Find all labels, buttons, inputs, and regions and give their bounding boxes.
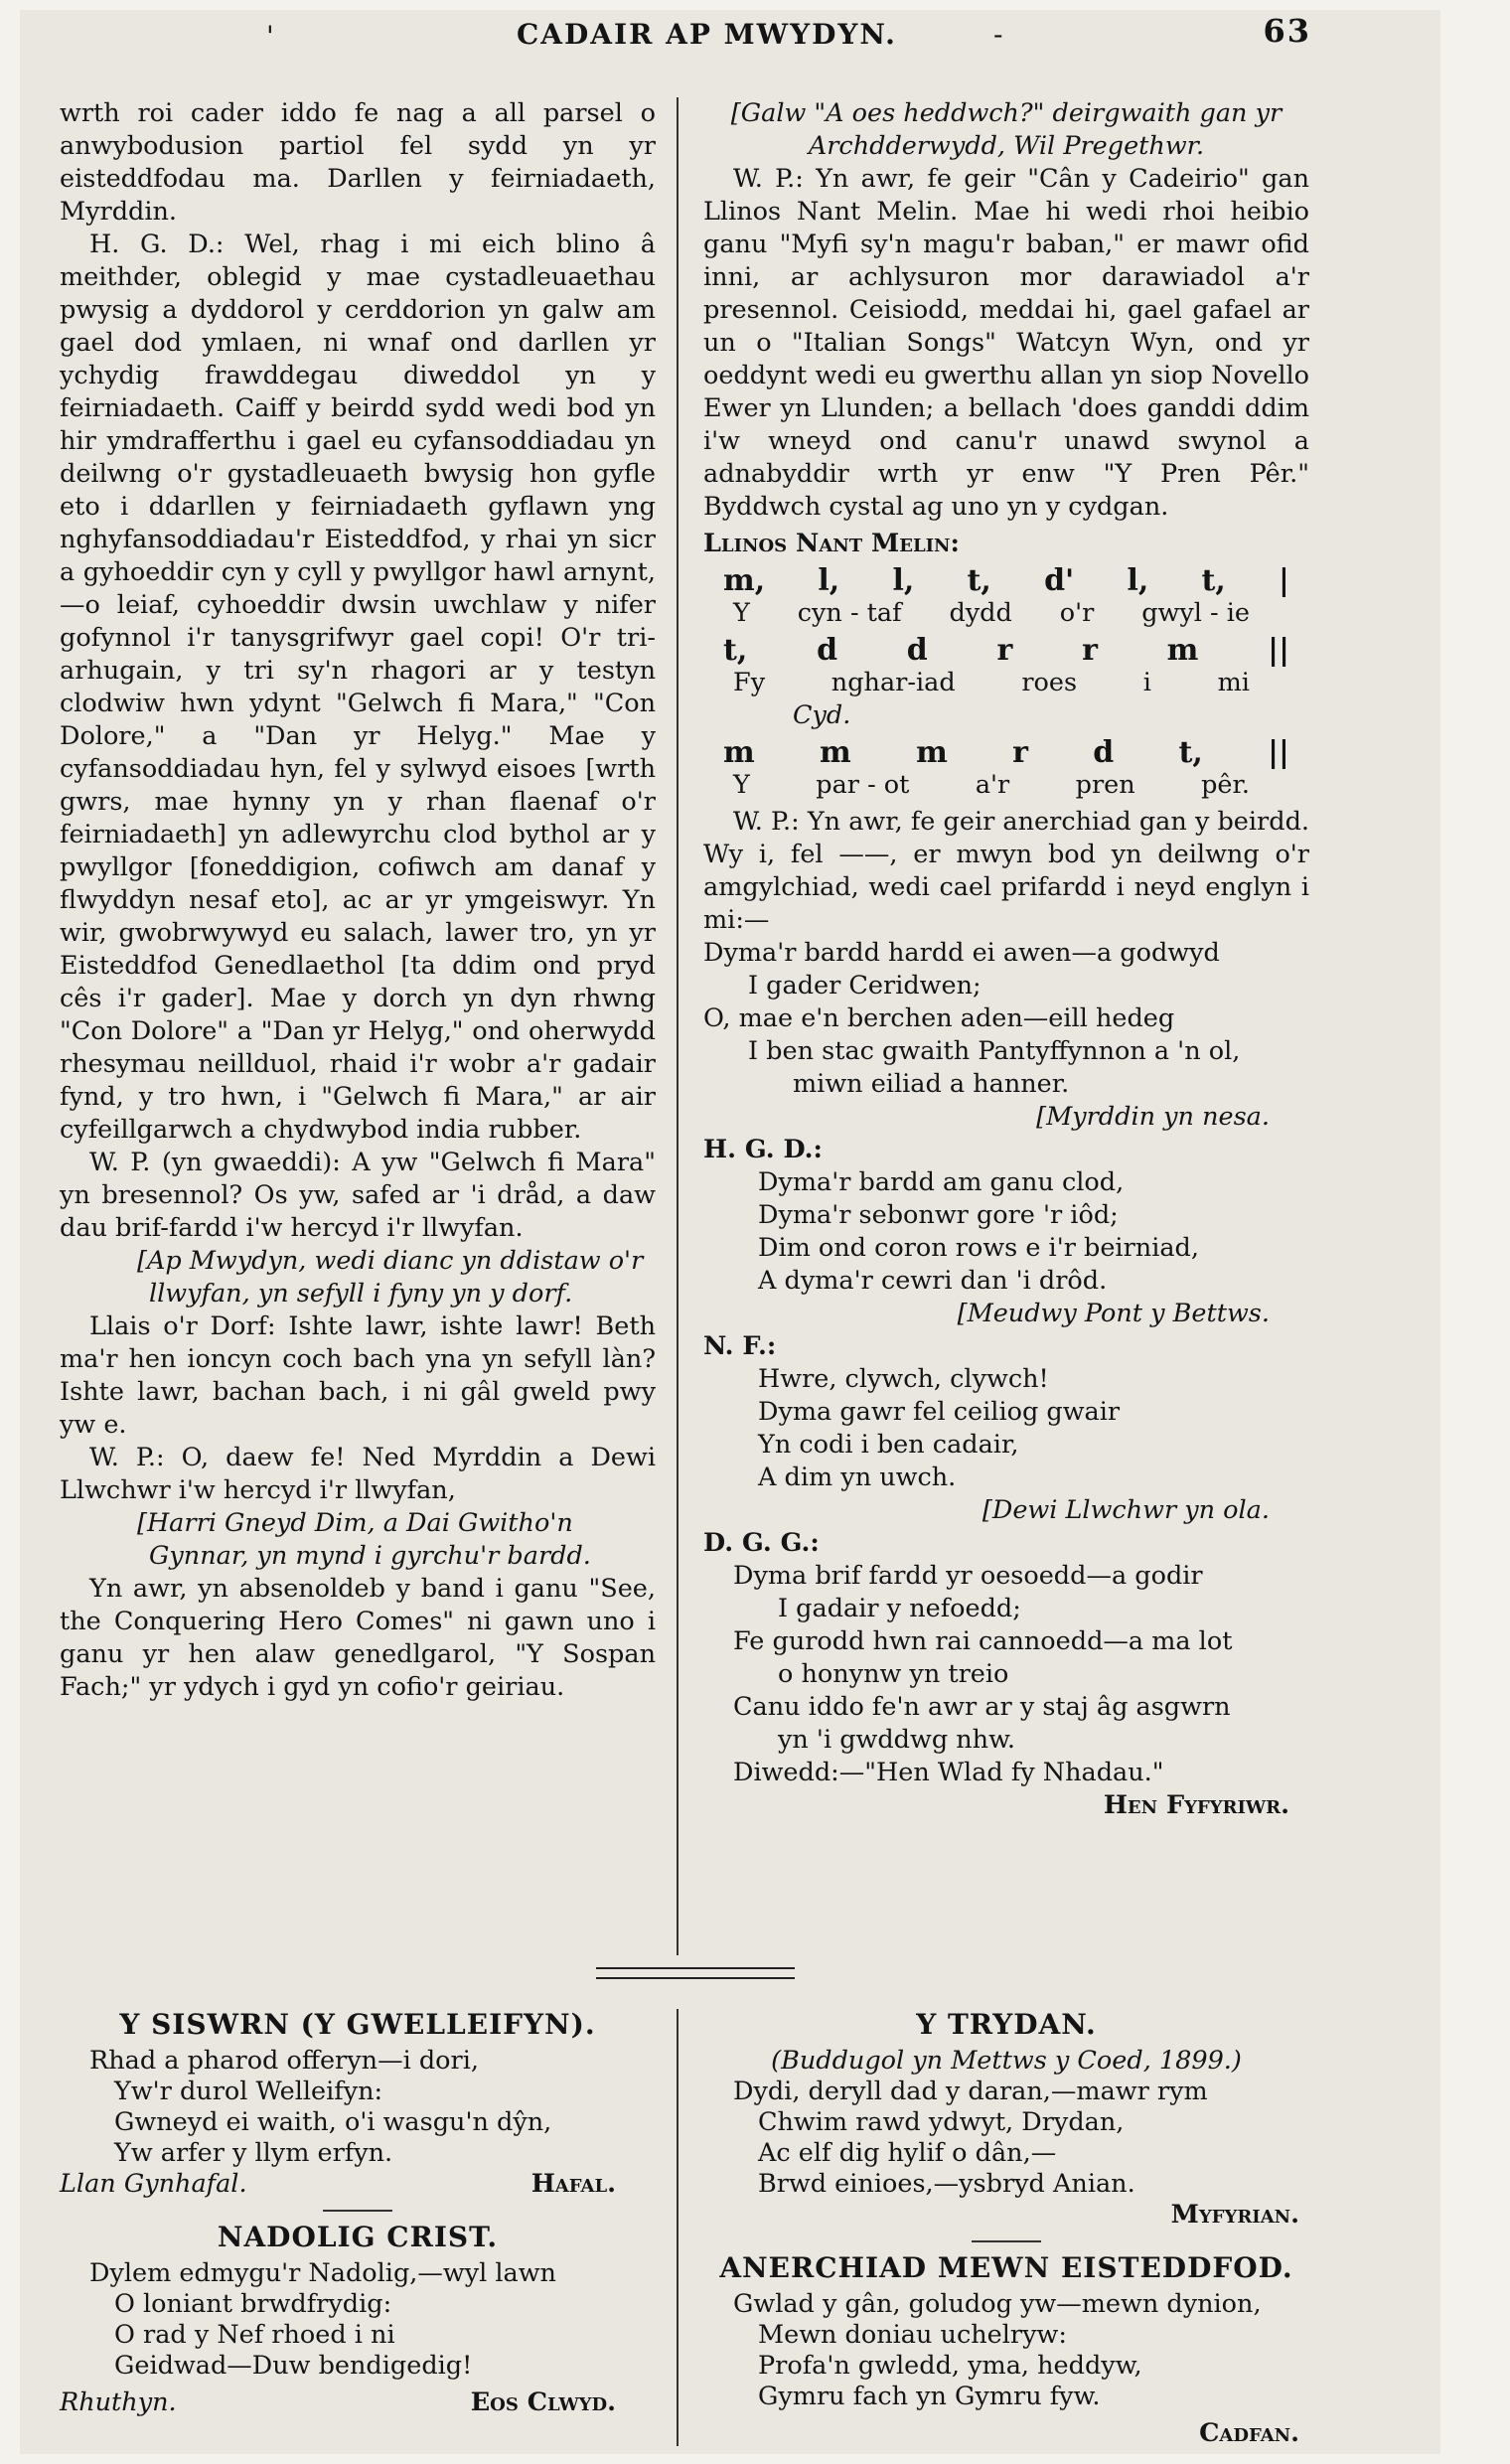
verse-line: Mewn doniau uchelryw: xyxy=(758,2320,1067,2350)
verse-line: Gwlad y gân, goludog yw—mewn dynion, xyxy=(733,2289,1262,2319)
solfa-note: | xyxy=(1279,563,1289,598)
poem-body xyxy=(703,2077,1309,2200)
solfa-note: d xyxy=(817,633,838,668)
lyric-syllable: o'r xyxy=(1059,598,1095,628)
closing-line: Diwedd:—"Hen Wlad fy Nhadau." xyxy=(733,1758,1164,1787)
verse-line: Dyma'r sebonwr gore 'r iôd; xyxy=(758,1200,1119,1230)
solfa-note: t, xyxy=(967,563,991,598)
paragraph: Yn awr, yn absenoldeb y band i ganu "See, the Conquering Hero Comes" ni gawn uno i ganu yr hen alaw genedlgarol, "Y Sospan Fach;" yr ydych i gyd yn cofio'r geiriau. xyxy=(60,1574,656,1702)
poem-title: Y SISWRN (Y GWELLEIFYN). xyxy=(119,2008,596,2041)
solfa-line xyxy=(703,564,1309,597)
section-divider xyxy=(596,1967,795,1979)
solfa-note: t, xyxy=(723,633,748,668)
lyric-syllable: gwyl - ie xyxy=(1141,598,1250,628)
page-number: 63 xyxy=(1263,12,1311,50)
verse-line: Gymru fach yn Gymru fyw. xyxy=(758,2382,1101,2411)
verse-line: Rhad a pharod offeryn—i dori, xyxy=(89,2046,479,2076)
paragraph: W. P. (yn gwaeddi): A yw "Gelwch fi Mara" yn bresennol? Os yw, safed ar 'i dråd, a daw dau brif-fardd i'w hercyd i'r llwyfan. xyxy=(60,1148,656,1243)
place-name: Llan Gynhafal. xyxy=(60,2169,247,2199)
verse-line: yn 'i gwddwg nhw. xyxy=(778,1725,1016,1755)
solfa-note: r xyxy=(996,633,1013,668)
solfa-note: r xyxy=(1082,633,1098,668)
lyric-syllable: nghar-iad xyxy=(830,668,956,697)
running-title: CADAIR AP MWYDYN. xyxy=(517,18,897,51)
solfa-note: m xyxy=(1166,633,1199,668)
verse xyxy=(703,1363,1309,1494)
verse-line: Dyma gawr fel ceiliog gwair xyxy=(758,1397,1121,1427)
verse-line: O, mae e'n berchen aden—eill hedeg xyxy=(703,1003,1175,1033)
separator xyxy=(972,2240,1041,2242)
singer-heading: Llinos Nant Melin: xyxy=(703,529,960,558)
solfa-note: t, xyxy=(1201,563,1226,598)
chorus-mark: Cyd. xyxy=(793,700,851,730)
bottom-left-poems xyxy=(60,2009,656,2418)
lyric-syllable: Y xyxy=(733,598,750,628)
solfa-note: t, xyxy=(1178,735,1203,770)
stage-direction: [Harri Gneyd Dim, a Dai Gwitho'n Gynnar, yn mynd i gyrchu'r bardd. xyxy=(137,1508,591,1571)
poem-attribution: [Myrddin yn nesa. xyxy=(1036,1102,1270,1132)
solfa-line xyxy=(703,634,1309,667)
lyric-syllable: Y xyxy=(733,770,750,800)
paragraph: W. P.: O, daew fe! Ned Myrddin a Dewi Llwchwr i'w hercyd i'r llwyfan, xyxy=(60,1443,656,1505)
author-name: Hafal. xyxy=(530,2169,616,2199)
poem-subtitle: (Buddugol yn Mettws y Coed, 1899.) xyxy=(771,2046,1242,2076)
lyric-syllable: pêr. xyxy=(1201,770,1250,800)
lyric-line xyxy=(703,667,1309,699)
author-name: Eos Clwyd. xyxy=(470,2387,616,2417)
poem-title: NADOLIG CRIST. xyxy=(217,2221,499,2253)
verse-line: A dyma'r cewri dan 'i drôd. xyxy=(758,1266,1108,1296)
verse-line: Brwd einioes,—ysbryd Anian. xyxy=(758,2169,1135,2199)
solfa-note: m xyxy=(723,735,755,770)
lyric-syllable: i xyxy=(1142,668,1151,697)
verse-line: Hwre, clywch, clywch! xyxy=(758,1364,1049,1394)
verse-line: I ben stac gwaith Pantyffynnon a 'n ol, xyxy=(748,1036,1241,1066)
verse-line: O loniant brwdfrydig: xyxy=(114,2289,392,2319)
right-column xyxy=(703,97,1309,1822)
place-name: Rhuthyn. xyxy=(60,2387,177,2417)
speaker-heading: N. F.: xyxy=(703,1331,777,1361)
solfa-note: l, xyxy=(1127,563,1149,598)
solfa-note: m xyxy=(916,735,948,770)
solfa-line xyxy=(703,736,1309,769)
englyn xyxy=(703,937,1309,1101)
verse-line: Dylem edmygu'r Nadolig,—wyl lawn xyxy=(89,2258,556,2288)
lyric-syllable: pren xyxy=(1075,770,1135,800)
solfa-note: d xyxy=(906,633,928,668)
lyric-syllable: cyn - taf xyxy=(797,598,902,628)
paragraph: W. P.: Yn awr, fe geir anerchiad gan y beirdd. Wy i, fel ——, er mwyn bod yn deilwng o'r amgylchiad, wedi cael prifardd i neyd englyn i mi:— xyxy=(703,807,1309,935)
solfa-note: || xyxy=(1268,633,1289,668)
paragraph: Llais o'r Dorf: Ishte lawr, ishte lawr! Beth ma'r hen ioncyn coch bach yna yn sefyll làn? Ishte lawr, bachan bach, i ni gâl gweld pwy yw e. xyxy=(60,1311,656,1440)
poem-attribution: [Meudwy Pont y Bettws. xyxy=(957,1299,1270,1328)
solfa-note: m xyxy=(820,735,851,770)
author-name: Cadfan. xyxy=(1199,2418,1299,2448)
poem-signature xyxy=(60,2387,656,2418)
lyric-syllable: par - ot xyxy=(816,770,910,800)
page-header xyxy=(60,12,1311,58)
solfa-note: r xyxy=(1012,735,1028,770)
solfa-note: d' xyxy=(1044,563,1075,598)
poem-attribution: [Dewi Llwchwr yn ola. xyxy=(982,1495,1270,1525)
verse-line: Ac elf dig hylif o dân,— xyxy=(758,2138,1057,2168)
poem-body xyxy=(60,2046,656,2169)
speaker-heading: D. G. G.: xyxy=(703,1528,820,1558)
lyric-syllable: roes xyxy=(1021,668,1078,697)
verse-line: Yw arfer y llym erfyn. xyxy=(114,2138,393,2168)
verse-line: Yn codi i ben cadair, xyxy=(758,1430,1019,1460)
solfa-note: l, xyxy=(892,563,915,598)
stage-direction: [Ap Mwydyn, wedi dianc yn ddistaw o'r llwyfan, yn sefyll i fyny yn y dorf. xyxy=(137,1246,644,1309)
poem-title: Y TRYDAN. xyxy=(916,2008,1097,2041)
lyric-syllable: Fy xyxy=(733,668,766,697)
lyric-syllable: a'r xyxy=(975,770,1010,800)
poem-title: ANERCHIAD MEWN EISTEDDFOD. xyxy=(719,2251,1293,2284)
paragraph: wrth roi cader iddo fe nag a all parsel o anwybodusion partiol fel sydd yn yr eisteddfodau ma. Darllen y feirniadaeth, Myrddin. xyxy=(60,98,656,227)
lyric-line xyxy=(703,769,1309,802)
paragraph: H. G. D.: Wel, rhag i mi eich blino â meithder, oblegid y mae cystadleuaethau pwysig a dyddorol y cerddorion yn galw am gael dod ymlaen, ni wnaf ond darllen yr ychydig frawddegau diweddol yn y feirniadaeth. Caiff y beirdd sydd wedi bod yn hir ymdrafferthu i gael eu cyfansoddiadau yn deilwng o'r gystadleuaeth bwysig hon gyfle eto i ddarllen y feirniadaeth gyflawn yng nghyfansoddiadau'r Eisteddfod, y rhai yn sicr a gyhoeddir cyn y cyll y pwyllgor hawl arnynt,—o leiaf, cyhoeddir dwsin uwchlaw y nifer gofynnol i'r tanysgrifwyr gael copi! O'r tri-arhugain, y tri sy'n rhagori ar y testyn clodwiw hwn ydynt "Gelwch fi Mara," "Con Dolore," a "Dan yr Helyg." Mae y cyfansoddiadau hyn, fel y sylwyd eisoes [wrth gwrs, mae hynny yn y rhan flaenaf o'r feirniadaeth] yn adlewyrchu clod bythol ar y pwyllgor [foneddigion, cofiwch am danaf y flwyddyn nesaf eto], ac ar yr ymgeiswyr. Yn wir, gwobrwywyd eu salach, lawer tro, yn yr Eisteddfod Genedlaethol [ta ddim ond pryd cês i'r gader]. Mae y dorch yn dyn rhwng "Con Dolore" a "Dan yr Helyg," ond oherwydd rhesymau neillduol, rhaid i'r wobr a'r gadair fynd, y tro hwn, i "Gelwch fi Mara," ar air cyfeillgarwch a chydwybod india rubber. xyxy=(60,230,656,1145)
solfa-note: d xyxy=(1093,735,1115,770)
poem-body xyxy=(703,2289,1309,2412)
verse-line: Yw'r durol Welleifyn: xyxy=(114,2077,383,2106)
stage-direction: [Galw "A oes heddwch?" deirgwaith gan yr Archdderwydd, Wil Pregethwr. xyxy=(730,98,1283,161)
verse xyxy=(703,1166,1309,1298)
bottom-right-poems xyxy=(703,2009,1309,2449)
speaker-heading: H. G. D.: xyxy=(703,1135,823,1164)
verse-line: Geidwad—Duw bendigedig! xyxy=(114,2351,473,2381)
poem-body xyxy=(60,2258,656,2382)
verse-line: Dyma brif fardd yr oesoedd—a godir xyxy=(733,1561,1203,1591)
verse-line: Fe gurodd hwn rai cannoedd—a ma lot xyxy=(733,1626,1233,1656)
verse-line: I gader Ceridwen; xyxy=(748,971,982,1001)
header-mark: ' xyxy=(266,20,276,53)
verse-line: Dyma'r bardd hardd ei awen—a godwyd xyxy=(703,938,1220,968)
verse-line: Profa'n gwledd, yma, heddyw, xyxy=(758,2351,1142,2381)
verse-line: Dim ond coron rows e i'r beirniad, xyxy=(758,1233,1199,1263)
poem-signature xyxy=(60,2169,656,2200)
verse-line: O rad y Nef rhoed i ni xyxy=(114,2320,395,2350)
verse-line: Dyma'r bardd am ganu clod, xyxy=(758,1167,1125,1197)
solfa-note: m, xyxy=(723,563,766,598)
paragraph: W. P.: Yn awr, fe geir "Cân y Cadeirio" gan Llinos Nant Melin. Mae hi wedi rhoi heibio ganu "Myfi sy'n magu'r baban," er mawr ofid inni, ar achlysuron mor darawiadol a'r presennol. Ceisiodd, meddai hi, gael gafael ar un o "Italian Songs" Watcyn Wyn, ond yr oeddynt wedi eu gwerthu allan yn siop Novello Ewer yn Llunden; a bellach 'does ganddi ddim i'w wneyd ond canu'r unawd swynol a adnabyddir wrth yr enw "Y Pren Pêr." Byddwch cystal ag uno yn y cydgan. xyxy=(703,164,1309,522)
verse-line: o honynw yn treio xyxy=(778,1659,1009,1689)
left-column xyxy=(60,97,656,1704)
author-signature: Hen Fyfyriwr. xyxy=(1103,1790,1289,1820)
verse-line: miwn eiliad a hanner. xyxy=(793,1069,1070,1099)
verse-line: Dydi, deryll dad y daran,—mawr rym xyxy=(733,2077,1208,2106)
englyn xyxy=(703,1560,1309,1757)
lyric-syllable: mi xyxy=(1217,668,1250,697)
solfa-note: || xyxy=(1268,735,1289,770)
column-divider xyxy=(677,97,679,1955)
header-dash: - xyxy=(993,18,1005,51)
verse-line: Chwim rawd ydwyt, Drydan, xyxy=(758,2107,1125,2137)
verse-line: I gadair y nefoedd; xyxy=(778,1594,1021,1623)
solfa-note: l, xyxy=(818,563,840,598)
verse-line: Gwneyd ei waith, o'i wasgu'n dŷn, xyxy=(114,2107,552,2137)
verse-line: Canu iddo fe'n awr ar y staj âg asgwrn xyxy=(733,1692,1231,1722)
separator xyxy=(323,2210,392,2212)
author-name: Myfyrian. xyxy=(1170,2200,1299,2230)
column-divider xyxy=(677,2009,679,2446)
lyric-line xyxy=(703,597,1309,630)
verse-line: A dim yn uwch. xyxy=(758,1463,957,1492)
lyric-syllable: dydd xyxy=(949,598,1012,628)
